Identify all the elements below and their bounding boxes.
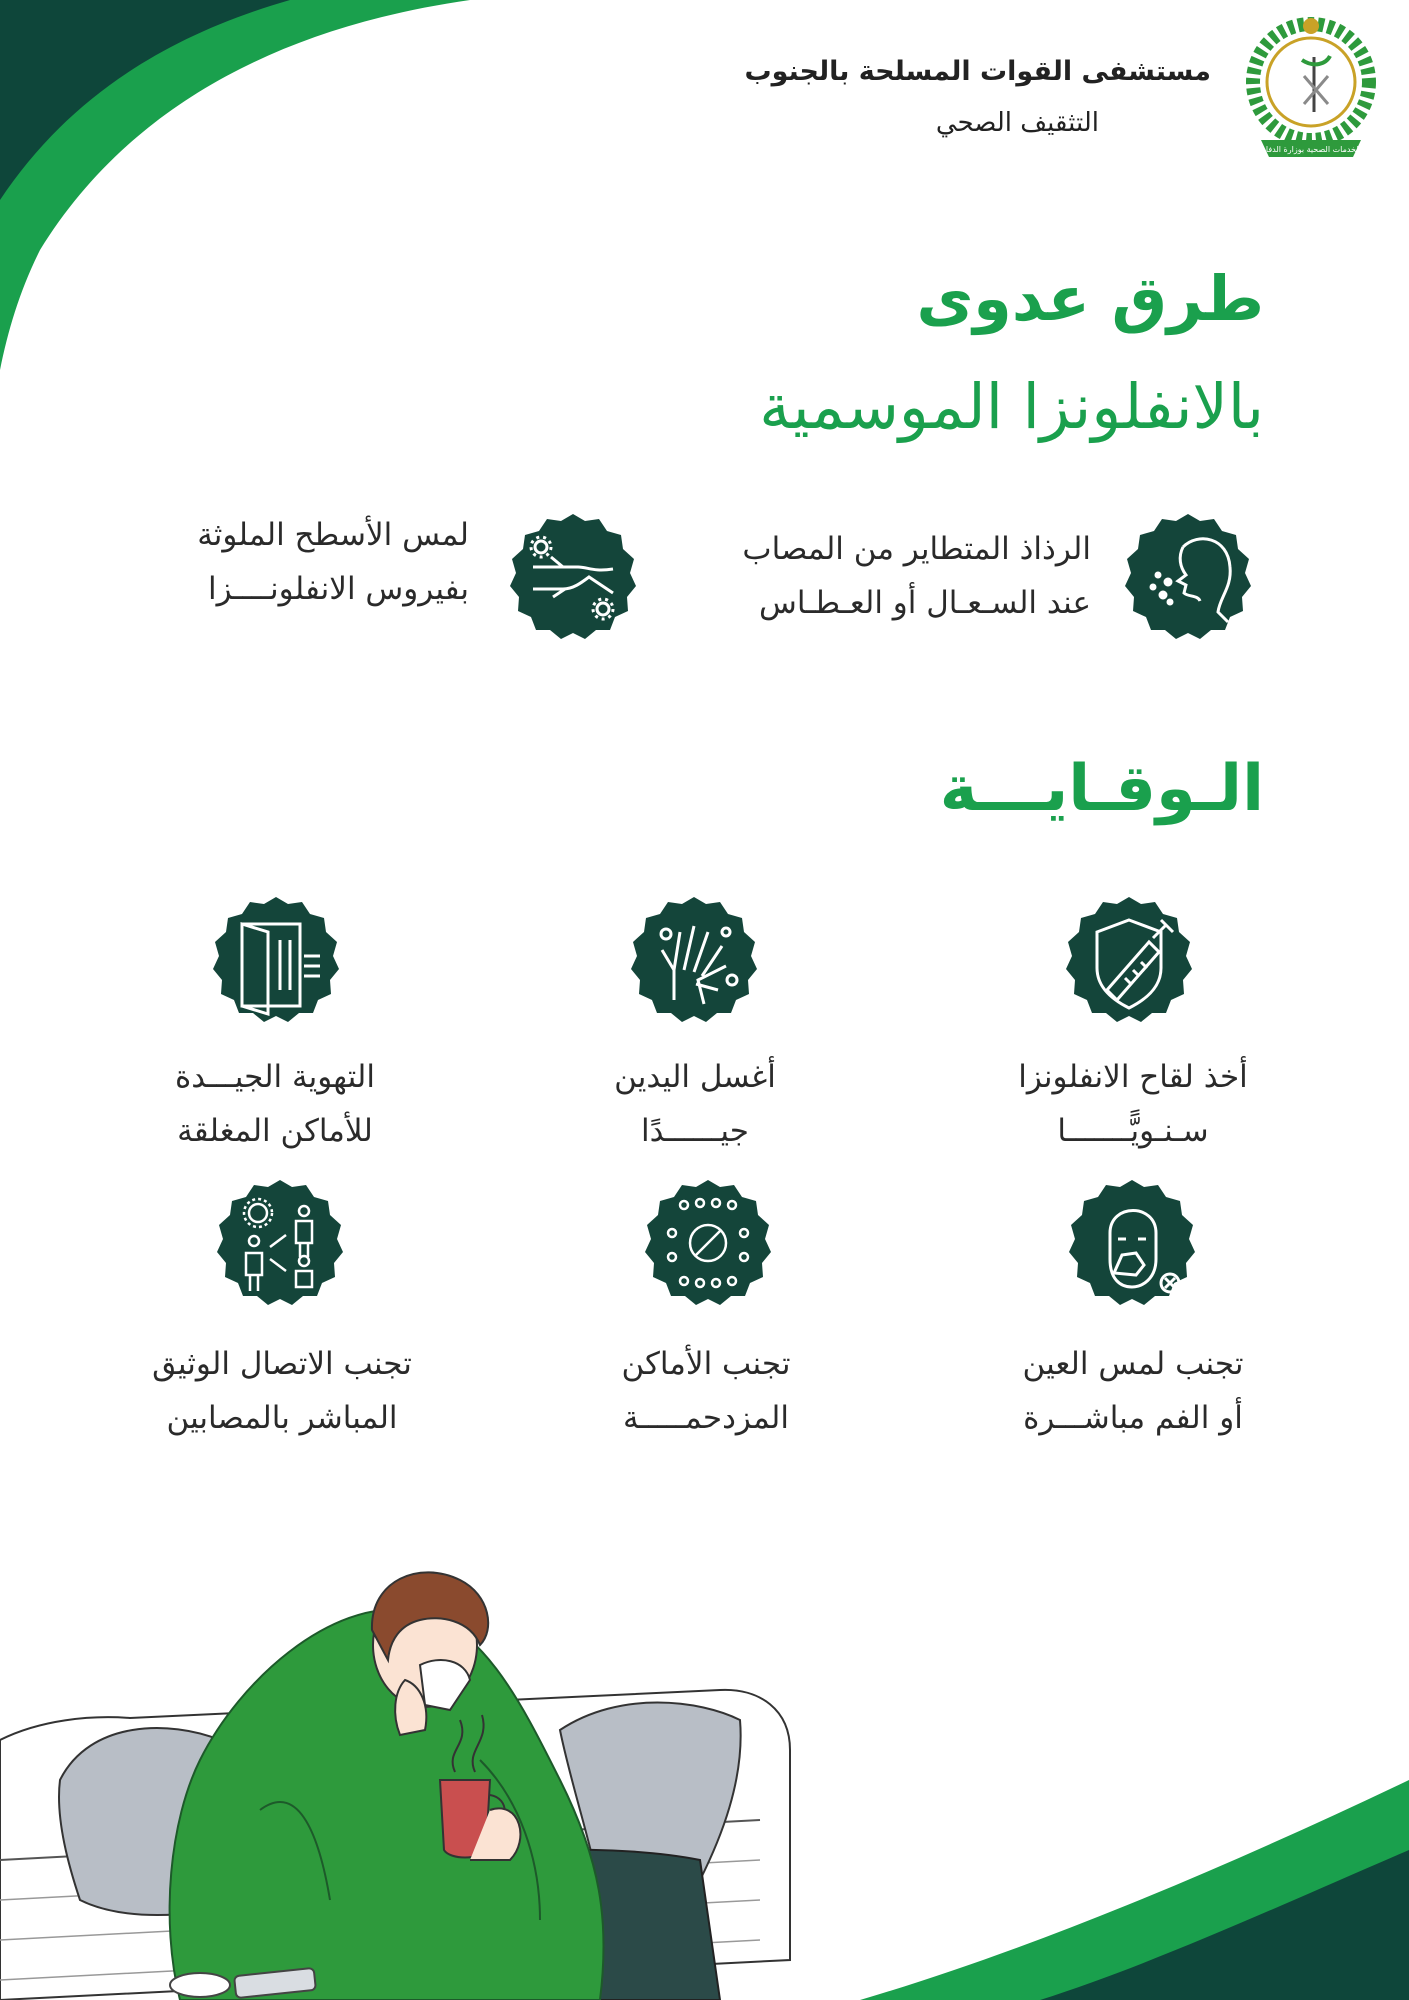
prevention-badge-ventilation [196,880,356,1040]
transmission-1-line1: الرذاذ المتطاير من المصاب [742,531,1091,567]
no-face-touch-icon [1052,1163,1212,1323]
avoid-contact-icon [200,1163,360,1323]
transmission-2-line1: لمس الأسطح الملوثة [197,517,469,553]
transmission-text-2 [197,508,469,616]
prevention-2-line2: جيــــــدًا [641,1113,749,1149]
prevention-text-6 [130,1337,434,1445]
hand-washing-icon [614,880,774,1040]
prevention-4-line2: أو الفم مباشـــرة [1023,1400,1243,1436]
transmission-2-line2: بفيروس الانفلونــــزا [208,571,469,607]
hospital-name: مستشفى القوات المسلحة بالجنوب [744,56,1211,87]
transmission-badge-cough [1108,497,1268,657]
prevention-text-3 [140,1050,410,1158]
prevention-3-line1: التهوية الجيـــدة [174,1059,375,1095]
prevention-4-line1: تجنب لمس العين [1022,1346,1244,1382]
open-window-ventilation-icon [196,880,356,1040]
transmission-badge-hands [493,497,653,657]
transmission-title-line2: بالانفلونزا الموسمية [759,370,1264,443]
prevention-badge-crowd [628,1163,788,1323]
ministry-logo [1236,12,1386,172]
prevention-text-1 [1000,1050,1266,1158]
prevention-3-line2: للأماكن المغلقة [177,1113,373,1149]
transmission-1-line2: عند السـعـال أو العـطـاس [759,585,1091,621]
sick-person-illustration [0,1480,830,2000]
department-name: التثقيف الصحي [935,108,1099,138]
prevention-text-2 [566,1050,824,1158]
cough-droplets-icon [1108,497,1268,657]
prevention-text-5 [590,1337,822,1445]
prevention-1-line2: سـنـويًّـــــــا [1057,1113,1209,1149]
contaminated-hands-icon [493,497,653,657]
transmission-text-1 [742,522,1091,630]
prevention-5-line1: تجنب الأماكن [621,1346,791,1382]
prevention-title: الـوقـايـــة [939,752,1264,826]
prevention-2-line1: أغسل اليدين [614,1059,776,1095]
prevention-6-line2: المباشر بالمصابين [166,1400,398,1436]
prevention-badge-face [1052,1163,1212,1323]
prevention-badge-vaccine [1049,880,1209,1040]
prevention-badge-handwash [614,880,774,1040]
prevention-5-line2: المزدحمـــــة [622,1400,789,1436]
svg-text:الخدمات الصحية بوزارة الدفاع: الخدمات الصحية بوزارة الدفاع [1261,145,1361,154]
transmission-title-line1: طرق عدوى [916,262,1264,335]
top-left-swoosh [0,0,520,380]
prevention-6-line1: تجنب الاتصال الوثيق [152,1346,412,1382]
prevention-1-line1: أخذ لقاح الانفلونزا [1018,1059,1248,1095]
no-crowd-icon [628,1163,788,1323]
prevention-badge-contact [200,1163,360,1323]
prevention-text-4 [996,1337,1270,1445]
vaccine-shield-icon [1049,880,1209,1040]
bottom-right-swoosh [800,1760,1409,2000]
